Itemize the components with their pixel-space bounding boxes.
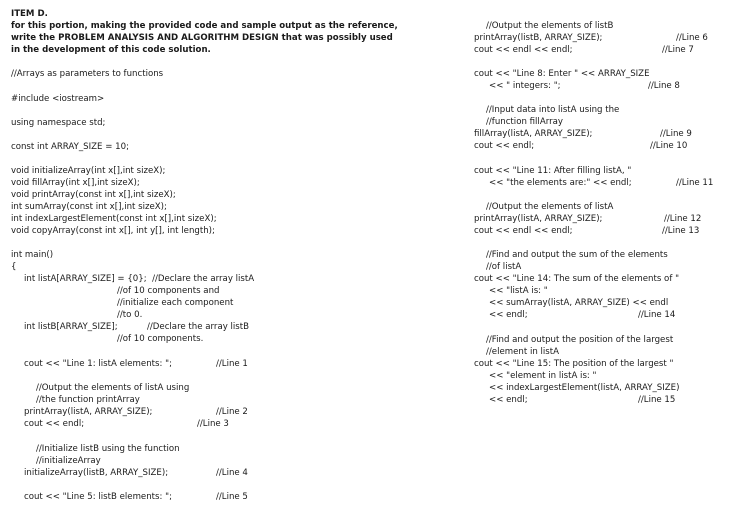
- code-prototype: int indexLargestElement(const int x[],int sizeX);: [11, 214, 217, 224]
- line-tag: //Line 6: [676, 33, 708, 43]
- code-comment: //Find and output the sum of the elements: [486, 250, 668, 260]
- code-statement: cout << "Line 1: listA elements: ";: [24, 359, 172, 369]
- code-statement: cout << endl << endl;: [474, 45, 573, 55]
- code-comment: //Find and output the position of the largest: [486, 335, 674, 345]
- code-main: int main(): [11, 250, 54, 260]
- line-tag: //Line 10: [650, 141, 688, 151]
- code-using: using namespace std;: [11, 118, 106, 128]
- line-tag: //Line 1: [216, 359, 248, 369]
- code-include: #include <iostream>: [11, 94, 105, 104]
- code-statement: cout << "Line 11: After filling listA, ": [474, 166, 632, 176]
- code-comment: //to 0.: [117, 310, 143, 320]
- code-brace: {: [11, 262, 17, 272]
- code-comment: //of 10 components.: [117, 334, 204, 344]
- line-tag: //Line 13: [662, 226, 700, 236]
- line-tag: //Line 4: [216, 468, 248, 478]
- line-tag: //Line 8: [648, 81, 680, 91]
- code-prototype: void printArray(const int x[],int sizeX);: [11, 190, 176, 200]
- right-column: [440, 0, 730, 512]
- code-comment: //the function printArray: [36, 395, 140, 405]
- code-comment: //Declare the array listB: [147, 322, 250, 332]
- line-tag: //Line 15: [638, 395, 676, 405]
- instruction-line-3: in the development of this code solution.: [11, 45, 211, 55]
- code-comment: //Initialize listB using the function: [36, 444, 180, 454]
- line-tag: //Line 3: [197, 419, 229, 429]
- code-statement: << indexLargestElement(listA, ARRAY_SIZE): [489, 383, 680, 393]
- code-statement: << "the elements are:" << endl;: [489, 178, 632, 188]
- code-statement: cout << "Line 14: The sum of the elements of ": [474, 274, 680, 284]
- code-statement: printArray(listB, ARRAY_SIZE);: [474, 33, 603, 43]
- code-statement: << "element in listA is: ": [489, 371, 597, 381]
- code-comment: //of 10 components and: [117, 286, 220, 296]
- code-statement: << sumArray(listA, ARRAY_SIZE) << endl: [489, 298, 669, 308]
- code-prototype: void fillArray(int x[],int sizeX);: [11, 178, 140, 188]
- code-statement: fillArray(listA, ARRAY_SIZE);: [474, 129, 593, 139]
- code-comment: //element in listA: [486, 347, 560, 357]
- code-statement: << endl;: [489, 310, 528, 320]
- code-statement: cout << "Line 15: The position of the largest ": [474, 359, 674, 369]
- code-comment: //Input data into listA using the: [486, 105, 620, 115]
- code-statement: cout << "Line 5: listB elements: ";: [24, 492, 172, 502]
- item-label: ITEM D.: [11, 9, 48, 19]
- code-statement: cout << endl;: [474, 141, 535, 151]
- code-comment: //Output the elements of listA: [486, 202, 614, 212]
- code-statement: << " integers: ";: [489, 81, 561, 91]
- code-statement: cout << "Line 8: Enter " << ARRAY_SIZE: [474, 69, 650, 79]
- code-prototype: int sumArray(const int x[],int sizeX);: [11, 202, 167, 212]
- code-comment: //Arrays as parameters to functions: [11, 69, 164, 79]
- code-statement: << endl;: [489, 395, 528, 405]
- code-statement: printArray(listA, ARRAY_SIZE);: [474, 214, 603, 224]
- line-tag: //Line 7: [662, 45, 694, 55]
- code-comment: //Output the elements of listB: [486, 21, 614, 31]
- code-listB-decl: int listB[ARRAY_SIZE];: [24, 322, 118, 332]
- code-comment: //of listA: [486, 262, 522, 272]
- code-prototype: void copyArray(const int x[], int y[], int length);: [11, 226, 215, 236]
- code-statement: cout << endl;: [24, 419, 85, 429]
- line-tag: //Line 2: [216, 407, 248, 417]
- code-statement: printArray(listA, ARRAY_SIZE);: [24, 407, 153, 417]
- line-tag: //Line 12: [664, 214, 702, 224]
- line-tag: //Line 9: [660, 129, 692, 139]
- code-const: const int ARRAY_SIZE = 10;: [11, 142, 129, 152]
- line-tag: //Line 14: [638, 310, 676, 320]
- instruction-line-2: write the PROBLEM ANALYSIS AND ALGORITHM DESIGN that was possibly used: [11, 33, 393, 43]
- code-comment: //initialize each component: [117, 298, 234, 308]
- code-listA-decl: int listA[ARRAY_SIZE] = {0}; //Declare the array listA: [24, 274, 255, 284]
- code-statement: << "listA is: ": [489, 286, 548, 296]
- code-prototype: void initializeArray(int x[],int sizeX);: [11, 166, 166, 176]
- code-comment: //initializeArray: [36, 456, 101, 466]
- code-statement: initializeArray(listB, ARRAY_SIZE);: [24, 468, 169, 478]
- code-comment: //Output the elements of listA using: [36, 383, 190, 393]
- line-tag: //Line 5: [216, 492, 248, 502]
- code-comment: //function fillArray: [486, 117, 563, 127]
- code-statement: cout << endl << endl;: [474, 226, 573, 236]
- line-tag: //Line 11: [676, 178, 714, 188]
- instruction-line-1: for this portion, making the provided code and sample output as the reference,: [11, 21, 398, 31]
